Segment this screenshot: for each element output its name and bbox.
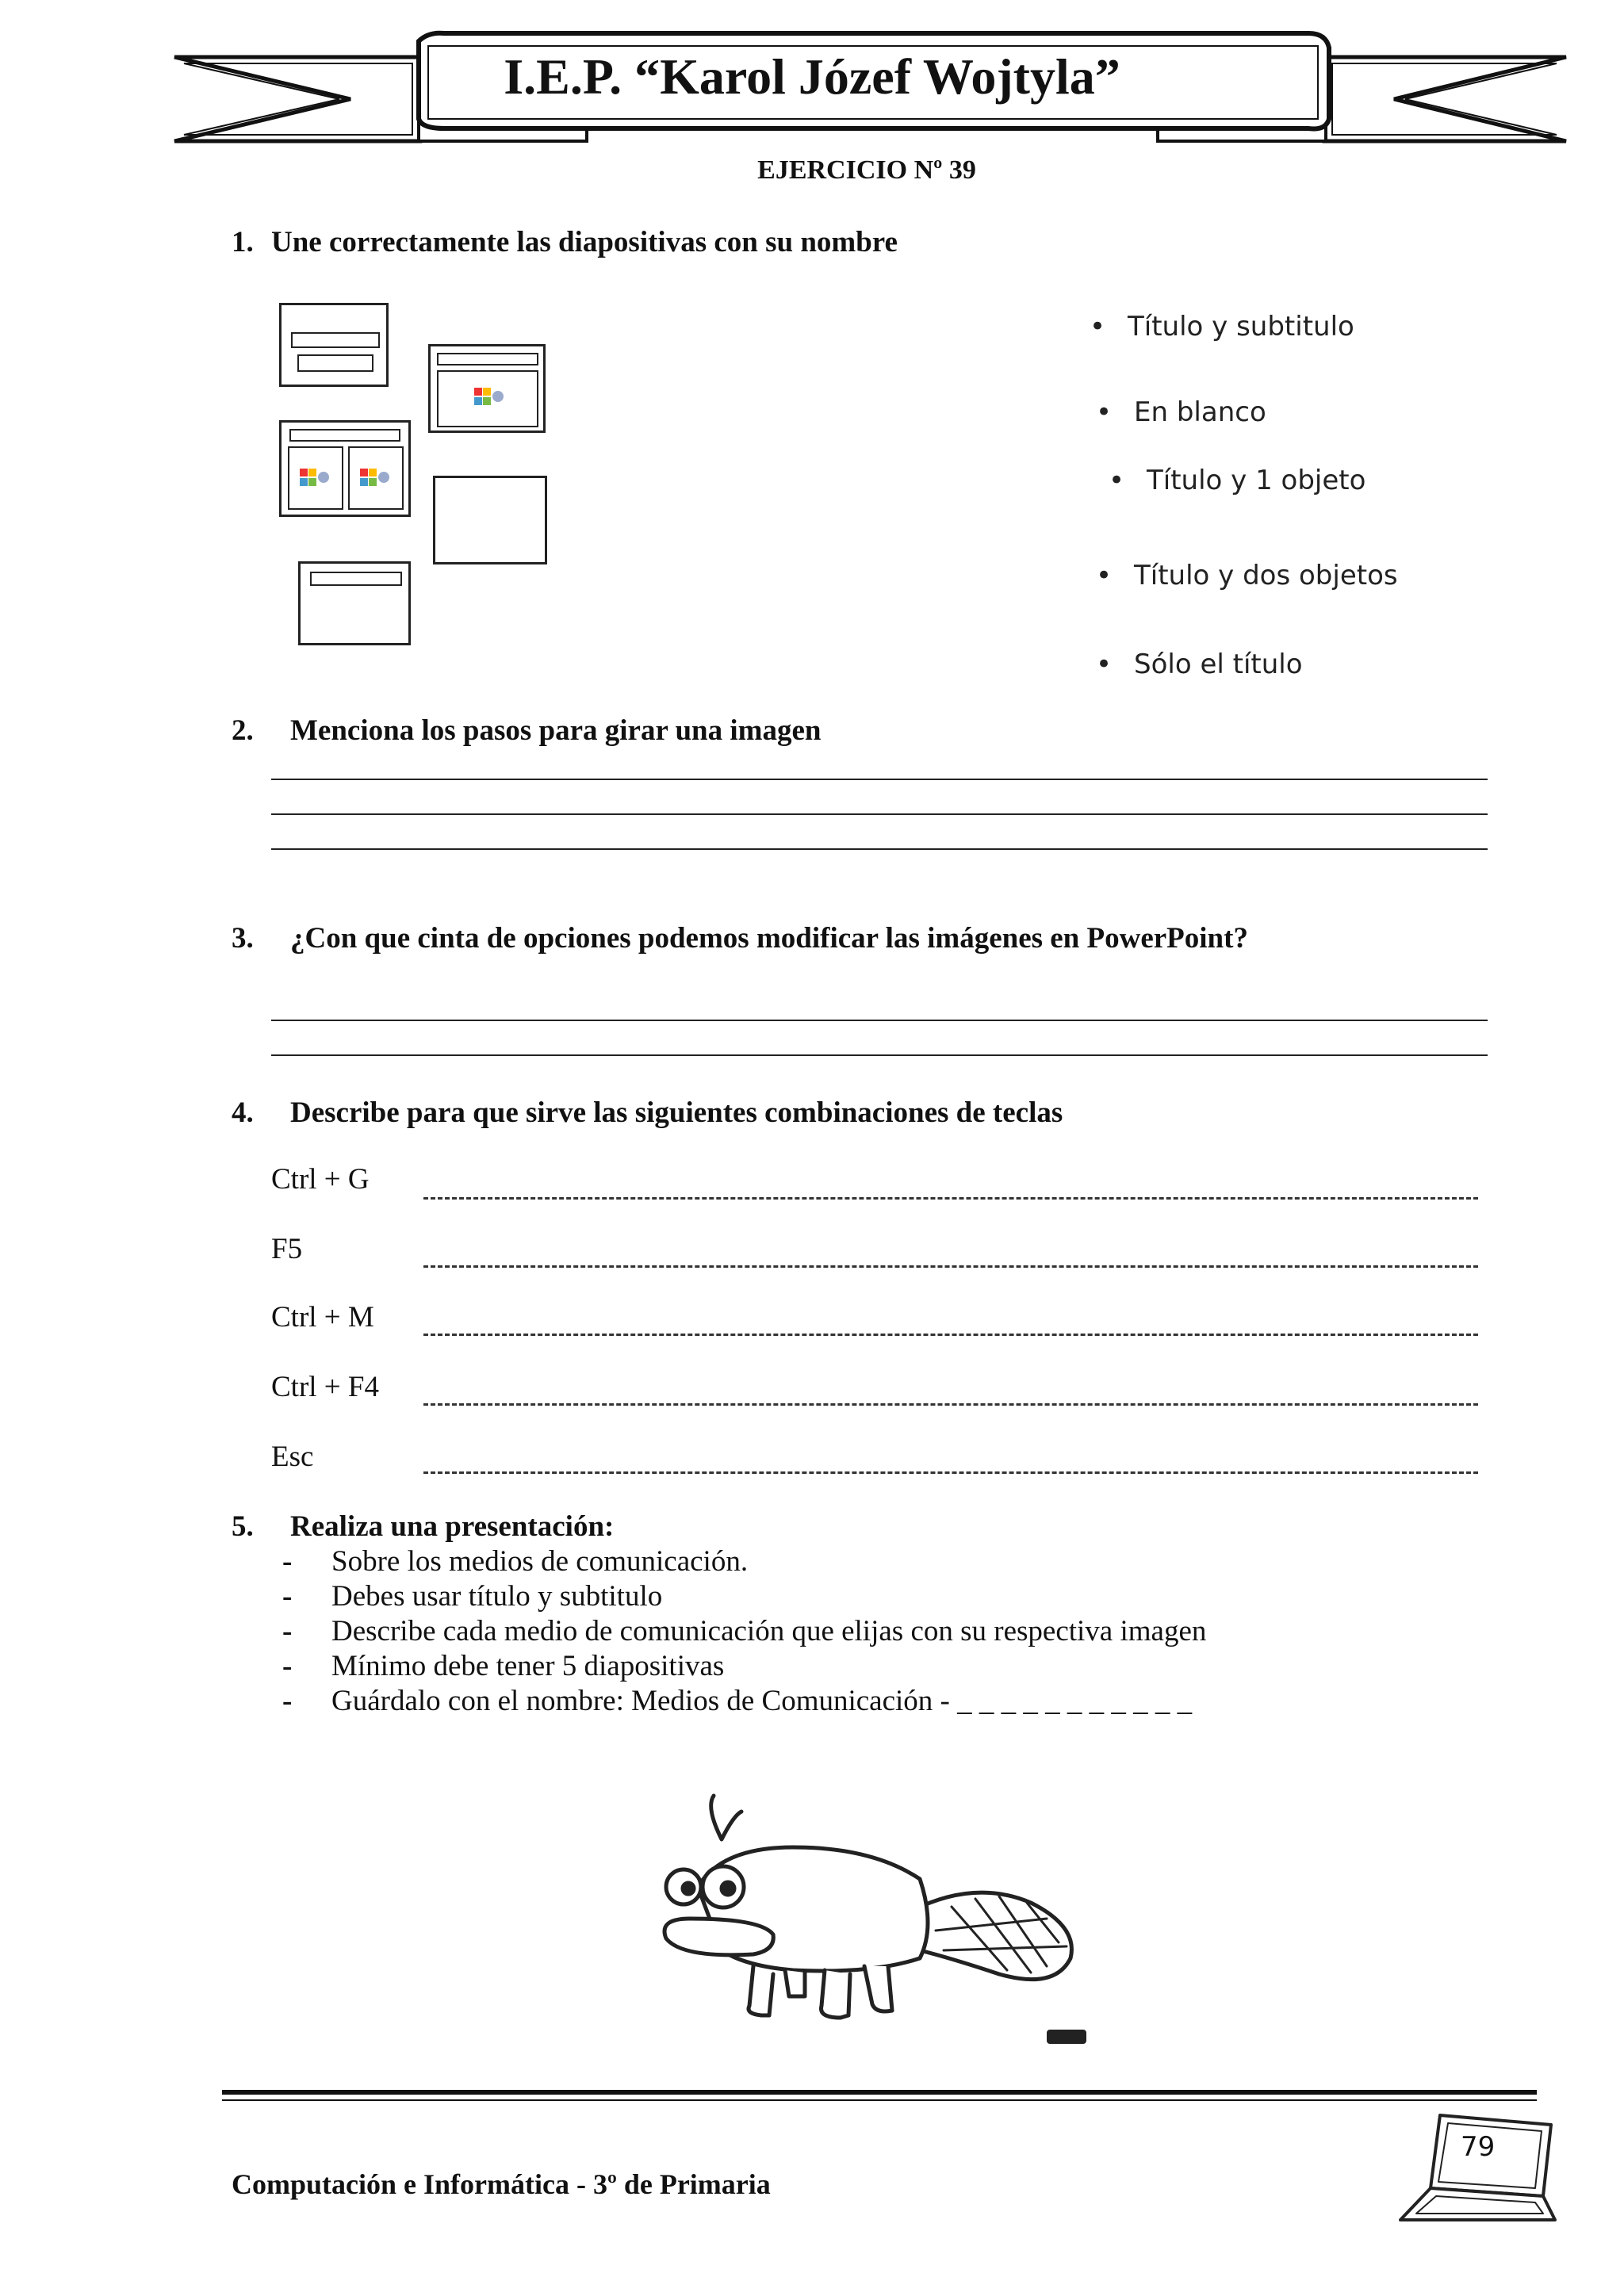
- answer-line[interactable]: [271, 848, 1488, 850]
- shortcut-answer-line[interactable]: [423, 1471, 1478, 1474]
- question-1-number: 1.: [232, 226, 254, 258]
- answer-line[interactable]: [271, 1020, 1488, 1021]
- task-item: - Describe cada medio de comunicación que elijas con su respectiva imagen: [282, 1615, 1207, 1647]
- option-item: • En blanco: [1096, 396, 1266, 428]
- task-item: - Debes usar título y subtitulo: [282, 1580, 663, 1613]
- shortcut-label: F5: [271, 1233, 303, 1265]
- slide-thumbnail-title-only: [298, 561, 411, 645]
- school-name-title: I.E.P. “Karol Józef Wojtyla”: [504, 48, 1120, 105]
- question-3-number: 3.: [232, 922, 254, 955]
- option-item: • Título y subtitulo: [1090, 311, 1354, 342]
- shortcut-answer-line[interactable]: [423, 1265, 1478, 1268]
- question-4-number: 4.: [232, 1096, 254, 1129]
- content-placeholder-icon: [359, 467, 391, 488]
- option-item: • Título y 1 objeto: [1109, 465, 1366, 496]
- question-1-text: Une correctamente las diapositivas con su nombre: [271, 226, 898, 258]
- content-placeholder-icon: [473, 386, 505, 407]
- exercise-title: EJERCICIO Nº 39: [757, 155, 976, 185]
- footer-subject: Computación e Informática - 3º de Primaria: [232, 2168, 771, 2200]
- answer-line[interactable]: [271, 813, 1488, 815]
- answer-line[interactable]: [271, 1054, 1488, 1056]
- shortcut-label: Ctrl + F4: [271, 1371, 380, 1403]
- platypus-illustration-icon: [634, 1792, 1094, 2061]
- laptop-icon: [1392, 2109, 1559, 2228]
- page-number: 79: [1461, 2131, 1496, 2163]
- shortcut-label: Ctrl + G: [271, 1163, 370, 1196]
- task-item: - Guárdalo con el nombre: Medios de Comunicación - _ _ _ _ _ _ _ _ _ _ _: [282, 1685, 1193, 1717]
- shortcut-answer-line[interactable]: [423, 1197, 1478, 1200]
- question-3-text: ¿Con que cinta de opciones podemos modificar las imágenes en PowerPoint?: [290, 922, 1248, 955]
- option-item: • Sólo el título: [1096, 649, 1303, 680]
- option-item: • Título y dos objetos: [1096, 560, 1398, 591]
- slide-thumbnail-blank: [433, 476, 547, 564]
- answer-line[interactable]: [271, 779, 1488, 780]
- task-item: - Mínimo debe tener 5 diapositivas: [282, 1650, 725, 1682]
- slide-thumbnail-title-subtitle: [279, 303, 389, 387]
- shortcut-answer-line[interactable]: [423, 1334, 1478, 1336]
- shortcut-label: Ctrl + M: [271, 1301, 374, 1334]
- question-2-text: Menciona los pasos para girar una imagen: [290, 714, 822, 747]
- footer-divider: [222, 2090, 1537, 2095]
- shortcut-label: Esc: [271, 1441, 314, 1473]
- slide-thumbnail-title-one-object: [428, 344, 546, 433]
- footer-divider: [222, 2099, 1537, 2101]
- question-5-text: Realiza una presentación:: [290, 1510, 615, 1543]
- slide-thumbnail-two-objects: [279, 420, 411, 517]
- question-4-text: Describe para que sirve las siguientes combinaciones de teclas: [290, 1096, 1063, 1129]
- question-5-number: 5.: [232, 1510, 254, 1543]
- shortcut-answer-line[interactable]: [423, 1403, 1478, 1406]
- content-placeholder-icon: [299, 467, 331, 488]
- task-item: - Sobre los medios de comunicación.: [282, 1545, 749, 1578]
- question-2-number: 2.: [232, 714, 254, 747]
